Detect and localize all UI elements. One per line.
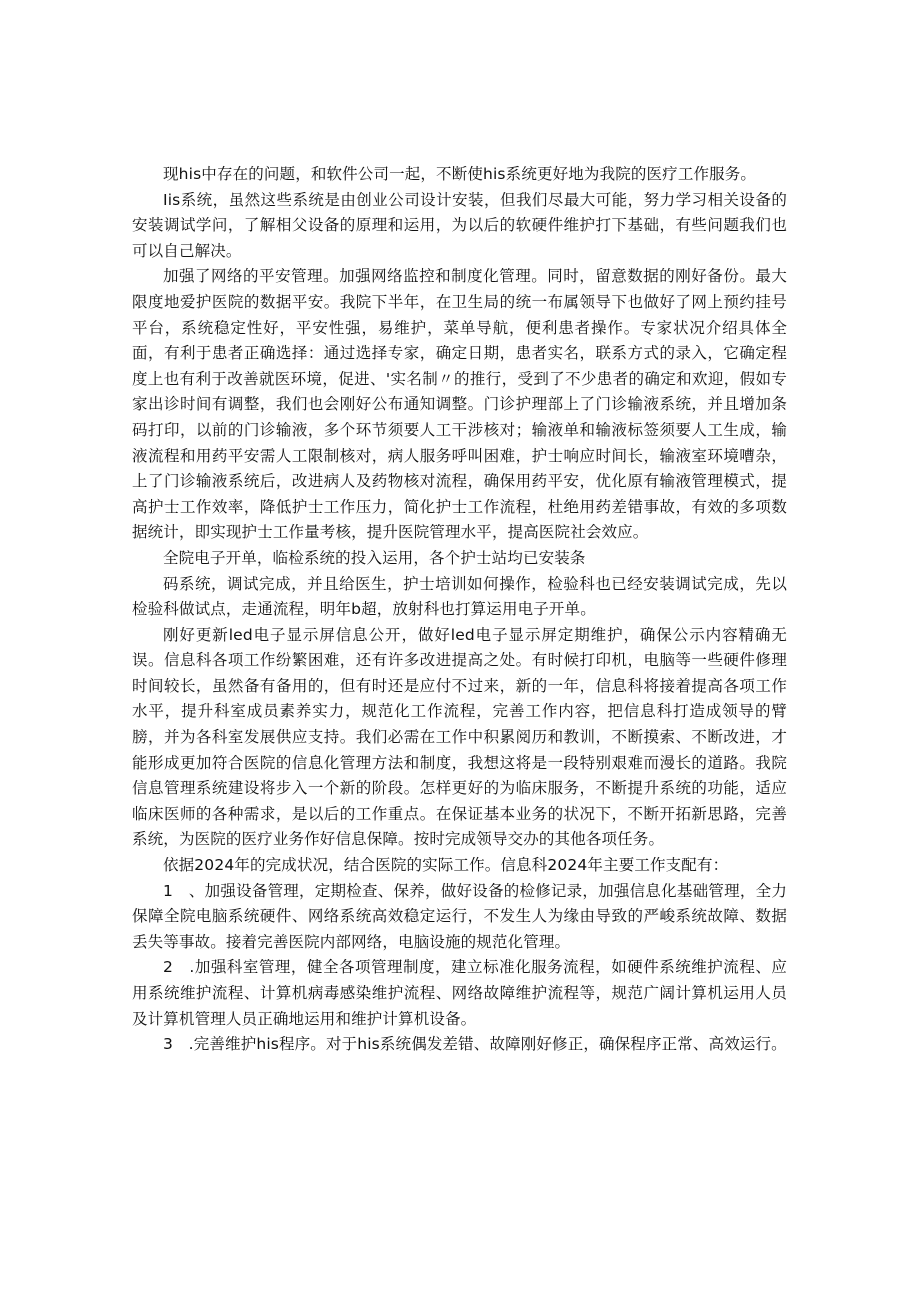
paragraph-plan-item-2: 2 .加强科室管理，健全各项管理制度，建立标准化服务流程，如硬件系统维护流程、应用系统维护流程、计算机病毒感染维护流程、网络故障维护流程等，规范广阔计算机运用人员及计算机管理人员正确地运用和维护计算机设备。 — [132, 958, 787, 1028]
paragraph-plan-item-3: 3 .完善维护his程序。对于his系统偶发差错、故障刚好修正，确保程序正常、高效运行。 — [163, 1035, 787, 1054]
paragraph-electronic-orders: 全院电子开单，临检系统的投入运用，各个护士站均已安装条 — [163, 548, 586, 567]
paragraph-work-plan-intro: 依据2024年的完成状况，结合医院的实际工作。信息科2024年主要工作支配有： — [163, 856, 729, 875]
paragraph-network-security: 加强了网络的平安管理。加强网络监控和制度化管理。同时，留意数据的刚好备份。最大限度地爱护医院的数据平安。我院下半年，在卫生局的统一布属领导下也做好了网上预约挂号平台，系统稳定性好，平安性强，易维护，菜单导航，便利患者操作。专家状况介绍具体全面，有利于患者正确选择：通过选择专家，确定日期，患者实名，联系方式的录入，它确定程度上也有利于改善就医环境，促进、'实名制〃的推行，受到了不少患者的确定和欢迎，假如专家出诊时间有调整，我们也会刚好公布通知调整。门诊护理部上了门诊输液系统，并且增加条码打印，以前的门诊输液，多个环节须要人工干涉核对；输液单和输液标签须要人工生成，输液流程和用药平安需人工限制核对，病人服务呼叫困难，护士响应时间长，输液室环境嘈杂，上了门诊输液系统后，改进病人及药物核对流程，确保用药平安，优化原有输液管理模式，提高护士工作效率，降低护士工作压力，简化护士工作流程，杜绝用药差错事故，有效的多项数据统计，即实现护士工作量考核，提升医院管理水平，提高医院社会效应。 — [132, 267, 787, 542]
paragraph-lis-system: Iis系统，虽然这些系统是由创业公司设计安装，但我们尽最大可能，努力学习相关设备的安装调试学问，了解相父设备的原理和运用，为以后的软硬件维护打下基础，有些问题我们也可以自己解决。 — [132, 190, 787, 260]
paragraph-his-service: 现his中存在的问题，和软件公司一起，不断使his系统更好地为我院的医疗工作服务。 — [163, 165, 757, 183]
paragraph-led-display: 刚好更新led电子显示屏信息公开，做好led电子显示屏定期维护，确保公示内容精确无误。信息科各项工作纷繁困难，还有许多改进提高之处。有时候打印机，电脑等一些硬件修理时间较长，虽然备有备用的，但有时还是应付不过来，新的一年，信息科将接着提高各项工作水平，提升科室成员素养实力，规范化工作流程，完善工作内容，把信息科打造成领导的臂膀，并为各科室发展供应支持。我们必需在工作中积累阅历和教训，不断摸索、不断改进，才能形成更加符合医院的信息化管理方法和制度，我想这将是一段特别艰难而漫长的道路。我院信息管理系统建设将步入一个新的阶段。怎样更好的为临床服务，不断提升系统的功能，适应临床医师的各种需求，是以后的工作重点。在保证基本业务的状况下，不断开拓新思路，完善系统，为医院的医疗业务作好信息保障。按时完成领导交办的其他各项任务。 — [132, 625, 787, 849]
document-body — [132, 162, 787, 1058]
paragraph-plan-item-1: 1 、加强设备管理，定期检查、保养，做好设备的检修记录，加强信息化基础管理，全力保障全院电脑系统硬件、网络系统高效稳定运行，不发生人为缘由导致的严峻系统故障、数据丢失等事故。接着完善医院内部网络，电脑设施的规范化管理。 — [132, 881, 787, 951]
paragraph-barcode-system: 码系统，调试完成，并且给医生，护士培训如何操作，检验科也已经安装调试完成，先以检验科做试点，走通流程，明年b超，放射科也打算运用电子开单。 — [132, 574, 787, 619]
